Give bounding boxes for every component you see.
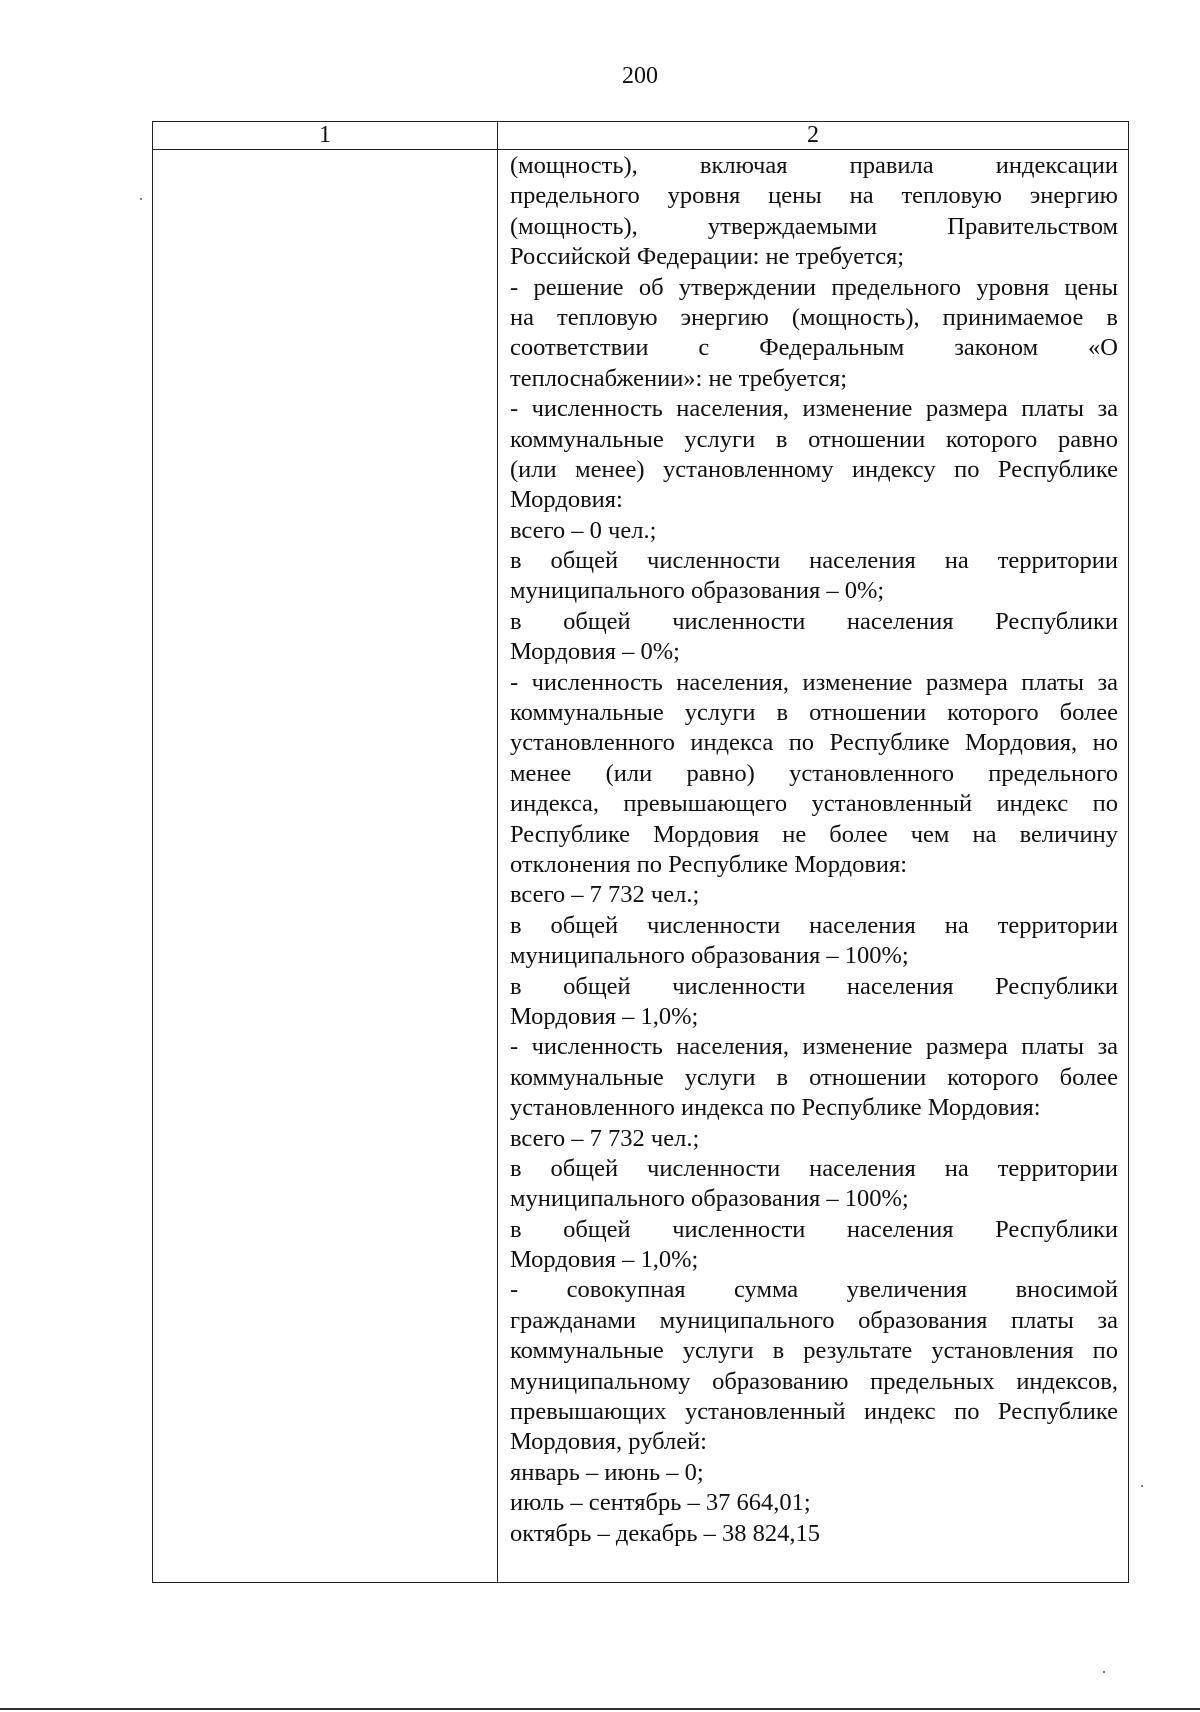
text-line: муниципального образования – 100%; xyxy=(510,1185,909,1213)
text-line: в общей численности населения Республики xyxy=(510,607,1118,635)
text-line: - численность населения, изменение размера платы за xyxy=(510,668,1118,696)
text-line: Российской Федерации: не требуется; xyxy=(510,243,905,271)
text-line: Республике Мордовия не более чем на величину xyxy=(510,820,1118,848)
text-line: всего – 7 732 чел.; xyxy=(510,1124,700,1152)
scan-speck xyxy=(1103,1671,1105,1673)
text-line: Мордовия – 0%; xyxy=(510,638,680,666)
text-line: менее (или равно) установленного предельного xyxy=(510,759,1118,787)
scan-bottom-edge xyxy=(0,1708,1200,1710)
text-line: - численность населения, изменение размера платы за xyxy=(510,1033,1118,1061)
column-2-cell xyxy=(498,150,1129,1583)
text-line: всего – 0 чел.; xyxy=(510,516,657,544)
text-line: коммунальные услуги в результате установления по xyxy=(510,1337,1118,1365)
text-line: - численность населения, изменение размера платы за xyxy=(510,395,1118,423)
text-line: в общей численности населения на территории xyxy=(510,547,1118,575)
table-body-row xyxy=(153,150,1129,1583)
text-line: соответствии с Федеральным законом «О xyxy=(510,334,1118,362)
text-line: - решение об утверждении предельного уровня цены xyxy=(510,273,1118,301)
text-line: коммунальные услуги в отношении которого более xyxy=(510,1063,1118,1091)
text-line: предельного уровня цены на тепловую энергию xyxy=(510,182,1118,210)
text-line: июль – сентябрь – 37 664,01; xyxy=(510,1489,811,1517)
text-line: (или менее) установленному индексу по Республике xyxy=(510,455,1118,483)
text-line: отклонения по Республике Мордовия: xyxy=(510,850,908,878)
text-line: в общей численности населения Республики xyxy=(510,972,1118,1000)
table-header-row xyxy=(153,122,1129,150)
text-line: в общей численности населения на территории xyxy=(510,911,1118,939)
text-line: в общей численности населения на территории xyxy=(510,1154,1118,1182)
text-line: индекса, превышающего установленный индекс по xyxy=(510,790,1118,818)
column-1-cell xyxy=(153,150,498,1583)
text-line: установленного индекса по Республике Мордовия, но xyxy=(510,729,1118,757)
text-line: муниципальному образованию предельных индексов, xyxy=(510,1367,1118,1395)
text-line: в общей численности населения Республики xyxy=(510,1215,1118,1243)
text-line: всего – 7 732 чел.; xyxy=(510,881,700,909)
text-line: Мордовия: xyxy=(510,486,623,514)
page-number: 200 xyxy=(622,63,658,89)
text-line: муниципального образования – 100%; xyxy=(510,942,909,970)
text-line: - совокупная сумма увеличения вносимой xyxy=(510,1276,1118,1304)
text-line: коммунальные услуги в отношении которого равно xyxy=(510,425,1118,453)
scan-speck xyxy=(1141,1485,1143,1487)
column-2-text xyxy=(498,150,1128,1549)
text-line: гражданами муниципального образования платы за xyxy=(510,1306,1118,1334)
column-header-1: 1 xyxy=(153,122,498,150)
text-line: Мордовия – 1,0%; xyxy=(510,1002,699,1030)
text-line: (мощность), включая правила индексации xyxy=(510,152,1118,179)
document-table xyxy=(152,121,1129,1583)
scan-speck xyxy=(140,198,142,200)
text-line: муниципального образования – 0%; xyxy=(510,577,885,605)
text-line: октябрь – декабрь – 38 824,15 xyxy=(510,1519,821,1547)
text-line: Мордовия – 1,0%; xyxy=(510,1246,699,1274)
column-header-2: 2 xyxy=(498,122,1129,150)
text-line: превышающих установленный индекс по Республике xyxy=(510,1398,1118,1426)
text-line: (мощность), утверждаемыми Правительством xyxy=(510,212,1118,240)
text-line: на тепловую энергию (мощность), принимаемое в xyxy=(510,303,1118,331)
text-line: теплоснабжении»: не требуется; xyxy=(510,364,848,392)
text-line: установленного индекса по Республике Мордовия: xyxy=(510,1094,1041,1122)
text-line: коммунальные услуги в отношении которого более xyxy=(510,699,1118,727)
text-line: январь – июнь – 0; xyxy=(510,1458,704,1486)
text-line: Мордовия, рублей: xyxy=(510,1428,707,1456)
